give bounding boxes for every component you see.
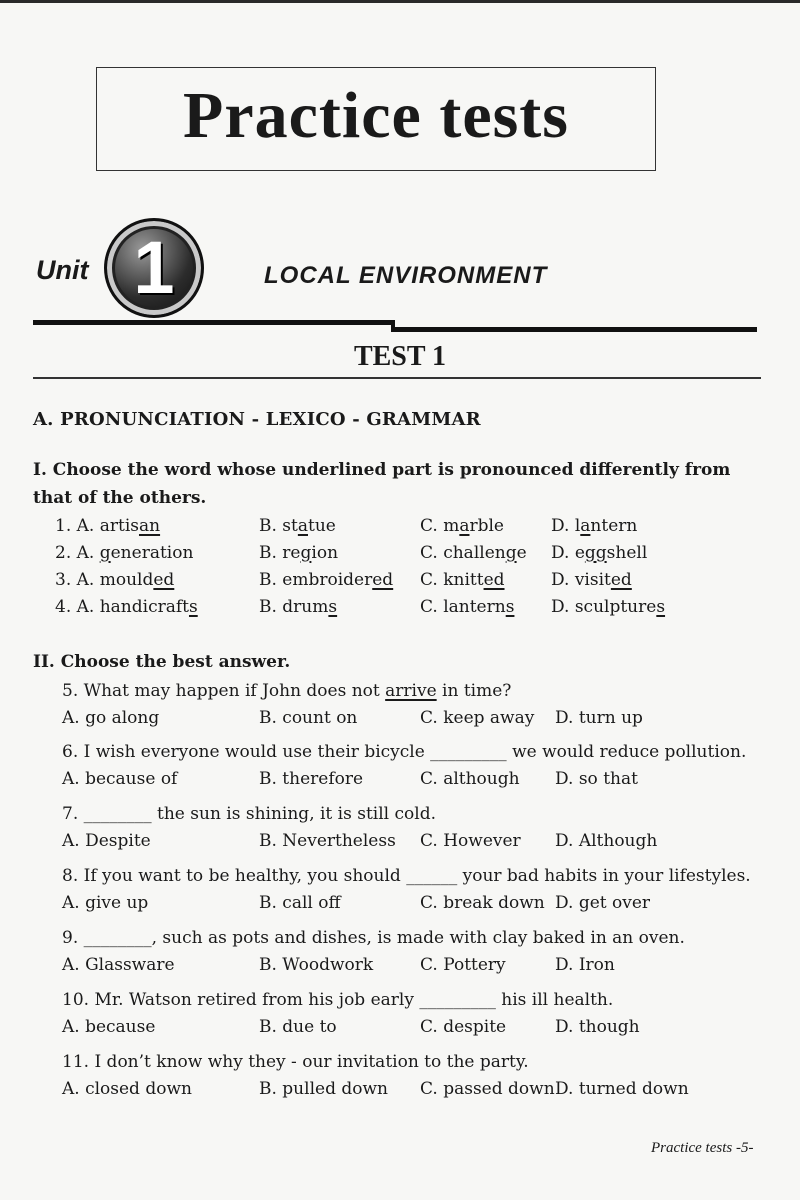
unit-rule-right <box>391 327 757 332</box>
option-c: C. lanterns <box>420 597 515 617</box>
option-a: A. go along <box>62 708 160 728</box>
page-footer: Practice tests -5- <box>651 1140 754 1156</box>
test-rule <box>33 377 761 379</box>
option-b: B. due to <box>259 1017 337 1037</box>
option-b: B. count on <box>259 708 358 728</box>
title-box <box>96 67 656 171</box>
option-d: D. sculptures <box>551 597 666 617</box>
part-1-heading: I. Choose the word whose underlined part is pronounced differently from that of the others. <box>33 460 731 508</box>
question-row <box>0 516 800 542</box>
answer-row <box>0 1079 800 1105</box>
answer-row <box>0 1017 800 1043</box>
question-text: 4. A. handicrafts <box>55 597 198 617</box>
option-b: B. statue <box>259 516 336 536</box>
option-c: C. knitted <box>420 570 505 590</box>
test-title: TEST 1 <box>353 341 447 372</box>
option-b: B. therefore <box>259 769 364 789</box>
option-d: D. turn up <box>555 708 643 728</box>
option-c: C. Pottery <box>420 955 506 975</box>
unit-number-badge <box>104 218 204 318</box>
answer-row <box>0 955 800 981</box>
option-c: C. marble <box>420 516 504 536</box>
question-stem: 6. I wish everyone would use their bicycle _________ we would reduce pollution. <box>62 742 747 762</box>
top-border <box>0 0 800 3</box>
option-b: B. call off <box>259 893 341 913</box>
option-b: B. region <box>259 543 339 563</box>
option-c: C. break down <box>420 893 545 913</box>
answer-row <box>0 831 800 857</box>
question-row <box>0 597 800 623</box>
option-b: B. pulled down <box>259 1079 388 1099</box>
option-d: D. so that <box>555 769 638 789</box>
option-a: A. Glassware <box>62 955 175 975</box>
option-c: C. despite <box>420 1017 507 1037</box>
option-d: D. Although <box>555 831 658 851</box>
question-stem: 9. ________, such as pots and dishes, is made with clay baked in an oven. <box>62 928 685 948</box>
option-b: B. embroidered <box>259 570 394 590</box>
question-text: 3. A. moulded <box>55 570 175 590</box>
page-title: Practice tests <box>183 79 569 152</box>
question-stem: 7. ________ the sun is shining, it is still cold. <box>62 804 436 824</box>
option-b: B. Woodwork <box>259 955 374 975</box>
unit-number: 1 <box>133 226 175 309</box>
question-stem: 5. What may happen if John does not arrive in time? <box>62 681 512 701</box>
question-stem: 10. Mr. Watson retired from his job early _________ his ill health. <box>62 990 614 1010</box>
option-a: A. Despite <box>62 831 151 851</box>
option-a: A. because <box>62 1017 156 1037</box>
option-d: D. lantern <box>551 516 638 536</box>
option-c: C. keep away <box>420 708 535 728</box>
option-c: C. However <box>420 831 521 851</box>
unit-label: Unit <box>36 255 89 285</box>
option-d: D. turned down <box>555 1079 689 1099</box>
option-a: A. closed down <box>62 1079 192 1099</box>
option-d: D. though <box>555 1017 640 1037</box>
question-stem: 8. If you want to be healthy, you should ______ your bad habits in your lifestyles. <box>62 866 751 886</box>
question-stem: 11. I don’t know why they - our invitation to the party. <box>62 1052 529 1072</box>
option-c: C. although <box>420 769 520 789</box>
option-b: B. Nevertheless <box>259 831 396 851</box>
option-d: D. get over <box>555 893 651 913</box>
answer-row <box>0 893 800 919</box>
option-a: A. give up <box>62 893 149 913</box>
option-d: D. visited <box>551 570 632 590</box>
answer-row <box>0 708 800 734</box>
question-row <box>0 543 800 569</box>
section-a-heading: A. PRONUNCIATION - LEXICO - GRAMMAR <box>33 409 481 430</box>
option-d: D. Iron <box>555 955 615 975</box>
part-2-heading: II. Choose the best answer. <box>33 652 291 672</box>
option-a: A. because of <box>62 769 178 789</box>
question-row <box>0 570 800 596</box>
question-text: 2. A. generation <box>55 543 194 563</box>
option-b: B. drums <box>259 597 338 617</box>
option-d: D. eggshell <box>551 543 648 563</box>
unit-rule-left <box>33 320 395 325</box>
answer-row <box>0 769 800 795</box>
option-c: C. passed down <box>420 1079 555 1099</box>
option-c: C. challenge <box>420 543 527 563</box>
unit-topic: LOCAL ENVIRONMENT <box>264 262 548 289</box>
question-text: 1. A. artisan <box>55 516 161 536</box>
